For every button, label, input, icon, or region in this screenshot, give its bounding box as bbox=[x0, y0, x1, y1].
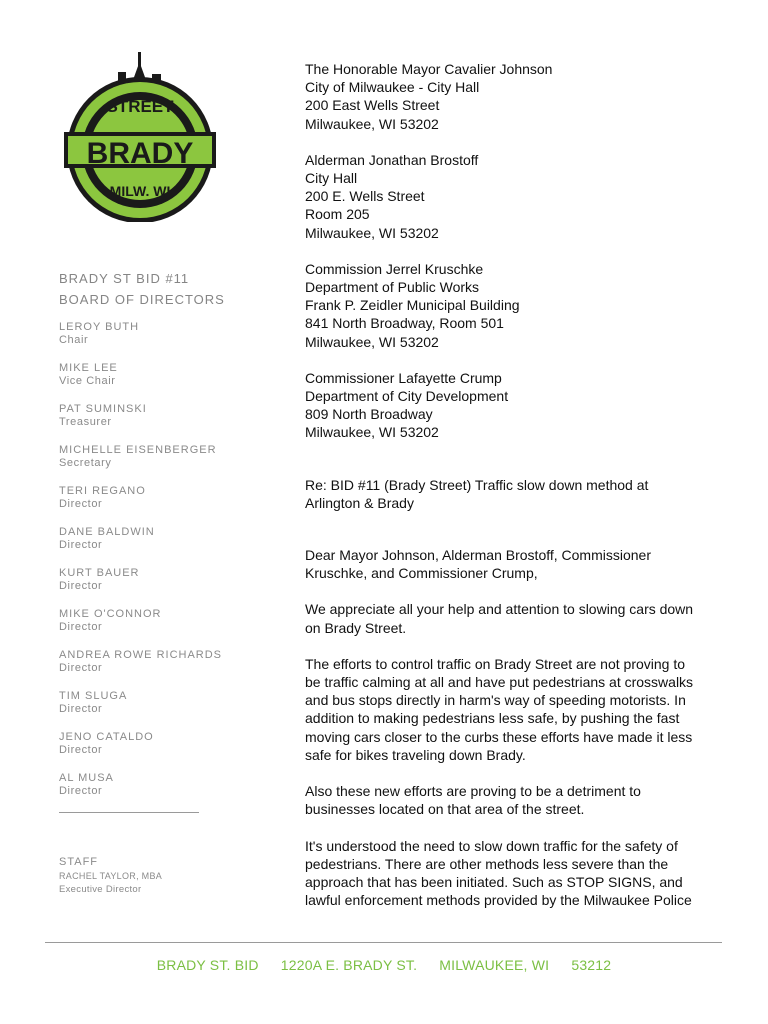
member-name: PAT SUMINSKI bbox=[59, 403, 147, 415]
footer-zip: 53212 bbox=[571, 957, 612, 973]
logo-text-main: BRADY bbox=[86, 137, 194, 170]
address-line: 200 E. Wells Street bbox=[305, 188, 425, 205]
member-role: Director bbox=[59, 498, 103, 510]
letter-body bbox=[305, 60, 705, 927]
list-item bbox=[59, 361, 229, 388]
member-role: Director bbox=[59, 744, 103, 756]
paragraph bbox=[305, 837, 705, 910]
member-role: Chair bbox=[59, 334, 89, 346]
paragraph bbox=[305, 600, 705, 636]
address-block bbox=[305, 151, 705, 242]
list-item bbox=[59, 484, 229, 511]
address-line: Department of City Development bbox=[305, 388, 509, 405]
member-name: TIM SLUGA bbox=[59, 690, 128, 702]
member-name: DANE BALDWIN bbox=[59, 526, 155, 538]
address-line: Alderman Jonathan Brostoff bbox=[305, 151, 479, 168]
subject-text: Arlington & Brady bbox=[305, 494, 414, 511]
subject-line bbox=[305, 476, 705, 512]
address-line: Room 205 bbox=[305, 206, 370, 223]
paragraph-line: It's understood the need to slow down traffic for the safety of bbox=[305, 837, 678, 854]
address-line: City of Milwaukee - City Hall bbox=[305, 79, 480, 96]
address-block bbox=[305, 369, 705, 442]
list-item bbox=[59, 771, 229, 798]
logo-text-bottom: MILW. WI bbox=[109, 183, 171, 199]
salutation-line: Dear Mayor Johnson, Alderman Brostoff, Commissioner bbox=[305, 547, 651, 564]
staff-section bbox=[59, 855, 162, 896]
staff-role: Executive Director bbox=[59, 884, 142, 895]
member-role: Director bbox=[59, 539, 103, 551]
paragraph-line: Also these new efforts are proving to be a detriment to bbox=[305, 783, 641, 800]
footer-address bbox=[0, 957, 768, 973]
brady-street-logo bbox=[60, 50, 220, 222]
address-line: City Hall bbox=[305, 170, 358, 187]
address-line: Commission Jerrel Kruschke bbox=[305, 260, 484, 277]
list-item bbox=[59, 689, 229, 716]
paragraph-line: pedestrians. There are other methods less severe than the bbox=[305, 855, 669, 872]
address-line: Milwaukee, WI 53202 bbox=[305, 115, 439, 132]
member-role: Secretary bbox=[59, 457, 112, 469]
paragraph bbox=[305, 655, 705, 764]
address-line: Milwaukee, WI 53202 bbox=[305, 424, 439, 441]
member-role: Director bbox=[59, 785, 103, 797]
address-line: Department of Public Works bbox=[305, 279, 480, 296]
list-item bbox=[59, 320, 229, 347]
member-name: ANDREA ROWE RICHARDS bbox=[59, 649, 223, 661]
salutation-line: Kruschke, and Commissioner Crump, bbox=[305, 565, 538, 582]
logo-seal-icon bbox=[60, 50, 220, 222]
sidebar-divider bbox=[59, 812, 199, 813]
list-item bbox=[59, 648, 229, 675]
paragraph-line: approach that has been initiated. Such as STOP SIGNS, and bbox=[305, 873, 683, 890]
member-role: Treasurer bbox=[59, 416, 112, 428]
paragraph-line: businesses located on that area of the street. bbox=[305, 801, 585, 818]
address-block bbox=[305, 260, 705, 351]
member-name: MIKE O'CONNOR bbox=[59, 608, 162, 620]
paragraph-line: We appreciate all your help and attention to slowing cars down bbox=[305, 601, 694, 618]
paragraph-line: lawful enforcement methods provided by the Milwaukee Police bbox=[305, 892, 692, 909]
paragraph-line: addition to making pedestrians less safe, by pushing the fast bbox=[305, 710, 680, 727]
address-line: Frank P. Zeidler Municipal Building bbox=[305, 297, 520, 314]
bid-title: BRADY ST BID #11 bbox=[59, 271, 190, 286]
member-name: AL MUSA bbox=[59, 772, 114, 784]
address-block bbox=[305, 60, 705, 133]
address-line: The Honorable Mayor Cavalier Johnson bbox=[305, 61, 553, 77]
member-role: Vice Chair bbox=[59, 375, 116, 387]
list-item bbox=[59, 607, 229, 634]
address-line: Commissioner Lafayette Crump bbox=[305, 369, 502, 386]
paragraph-line: safe for bikes traveling down Brady. bbox=[305, 746, 526, 763]
staff-label: STAFF bbox=[59, 856, 99, 868]
member-name: MICHELLE EISENBERGER bbox=[59, 444, 217, 456]
address-line: 809 North Broadway bbox=[305, 406, 433, 423]
list-item bbox=[59, 443, 229, 470]
address-line: Milwaukee, WI 53202 bbox=[305, 333, 439, 350]
member-name: LEROY BUTH bbox=[59, 321, 140, 333]
address-line: 841 North Broadway, Room 501 bbox=[305, 315, 504, 332]
footer-city: MILWAUKEE, WI bbox=[439, 957, 550, 973]
member-name: JENO CATALDO bbox=[59, 731, 154, 743]
member-name: KURT BAUER bbox=[59, 567, 140, 579]
list-item bbox=[59, 730, 229, 757]
member-role: Director bbox=[59, 580, 103, 592]
member-role: Director bbox=[59, 703, 103, 715]
address-line: 200 East Wells Street bbox=[305, 97, 440, 114]
footer-divider bbox=[45, 942, 722, 943]
member-role: Director bbox=[59, 662, 103, 674]
board-sidebar bbox=[59, 268, 229, 813]
paragraph-line: be traffic calming at all and have put pedestrians at crosswalks bbox=[305, 674, 694, 691]
paragraph-line: and bus stops directly in harm's way of speeding motorists. In bbox=[305, 692, 686, 709]
subject-text: Re: BID #11 (Brady Street) Traffic slow down method at bbox=[305, 476, 649, 493]
member-name: MIKE LEE bbox=[59, 362, 118, 374]
board-title: BOARD OF DIRECTORS bbox=[59, 292, 225, 307]
footer-street: 1220A E. BRADY ST. bbox=[280, 957, 418, 973]
list-item bbox=[59, 402, 229, 429]
paragraph bbox=[305, 782, 705, 818]
paragraph-line: on Brady Street. bbox=[305, 619, 407, 636]
list-item bbox=[59, 566, 229, 593]
staff-name: RACHEL TAYLOR, MBA bbox=[59, 871, 163, 881]
paragraph-line: moving cars closer to the curbs these efforts have made it less bbox=[305, 728, 693, 745]
address-line: Milwaukee, WI 53202 bbox=[305, 224, 439, 241]
member-list bbox=[59, 320, 229, 798]
paragraph-line: The efforts to control traffic on Brady Street are not proving to bbox=[305, 655, 686, 672]
list-item bbox=[59, 525, 229, 552]
footer-org: BRADY ST. BID bbox=[156, 957, 259, 973]
logo-text-top: STREET bbox=[106, 97, 174, 116]
member-role: Director bbox=[59, 621, 103, 633]
salutation bbox=[305, 546, 705, 582]
member-name: TERI REGANO bbox=[59, 485, 146, 497]
